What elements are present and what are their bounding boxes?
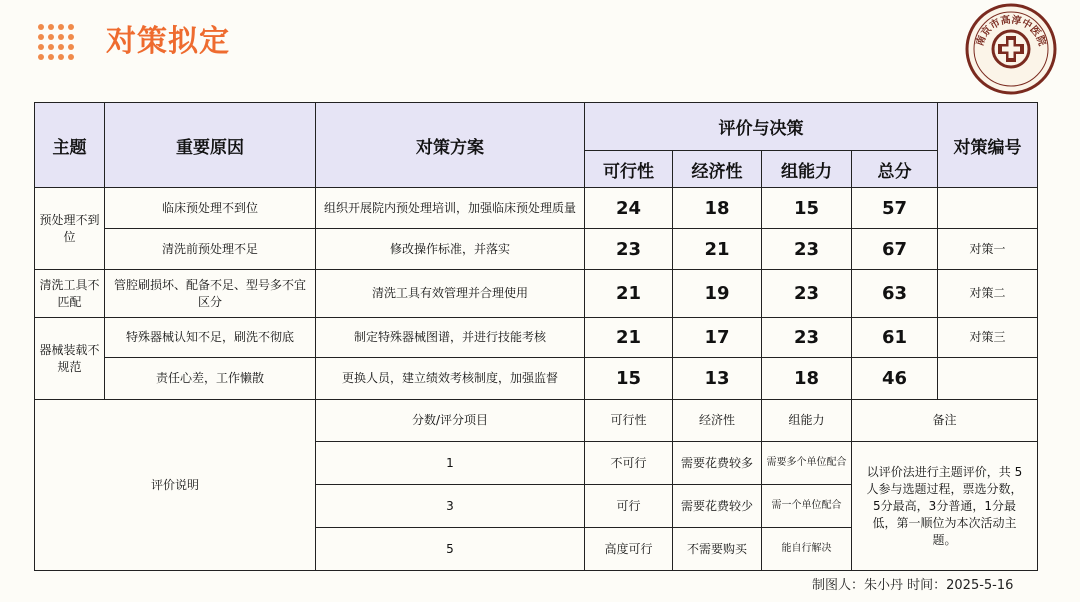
header-cause: 重要原因 xyxy=(105,103,316,188)
total-score: 67 xyxy=(852,229,938,270)
header-total: 总分 xyxy=(852,151,938,188)
footer-author-date: 制图人：朱小丹 时间：2025-5-16 xyxy=(812,578,1014,593)
legend-economy: 需要花费较多 xyxy=(673,442,762,485)
feasibility-score: 21 xyxy=(585,318,673,358)
legend-item-header: 分数/评分项目 xyxy=(316,400,585,442)
countermeasure-number: 对策二 xyxy=(938,270,1038,318)
cause-cell: 管腔刷损坏、配备不足、型号多不宜区分 xyxy=(105,270,316,318)
legend-feasibility: 可行 xyxy=(585,485,673,528)
legend-remark-header: 备注 xyxy=(852,400,1038,442)
capability-score: 23 xyxy=(762,318,852,358)
legend-capability: 需一个单位配合 xyxy=(762,485,852,528)
feasibility-score: 24 xyxy=(585,188,673,229)
economy-score: 18 xyxy=(673,188,762,229)
cause-cell: 特殊器械认知不足，刷洗不彻底 xyxy=(105,318,316,358)
total-score: 46 xyxy=(852,358,938,400)
header-evaluation: 评价与决策 xyxy=(585,103,938,151)
legend-capability: 需要多个单位配合 xyxy=(762,442,852,485)
capability-score: 23 xyxy=(762,270,852,318)
countermeasure-number xyxy=(938,358,1038,400)
table-row xyxy=(35,188,1038,229)
total-score: 57 xyxy=(852,188,938,229)
capability-score: 23 xyxy=(762,229,852,270)
legend-score: 1 xyxy=(316,442,585,485)
legend-label: 评价说明 xyxy=(35,400,316,571)
legend-feasibility: 不可行 xyxy=(585,442,673,485)
legend-feasibility: 高度可行 xyxy=(585,528,673,571)
economy-score: 21 xyxy=(673,229,762,270)
cause-cell: 临床预处理不到位 xyxy=(105,188,316,229)
header-capability: 组能力 xyxy=(762,151,852,188)
feasibility-score: 21 xyxy=(585,270,673,318)
legend-remark: 以评价法进行主题评价，共 5 人参与选题过程，票选分数，5分最高，3分普通，1分最低，第一顺位为本次活动主题。 xyxy=(852,442,1038,571)
plan-cell: 修改操作标准，并落实 xyxy=(316,229,585,270)
plan-cell: 更换人员，建立绩效考核制度，加强监督 xyxy=(316,358,585,400)
table-row xyxy=(35,358,1038,400)
plan-cell: 组织开展院内预处理培训，加强临床预处理质量 xyxy=(316,188,585,229)
svg-text:南京市高淳中医院: 南京市高淳中医院 xyxy=(974,14,1048,48)
header-theme: 主题 xyxy=(35,103,105,188)
countermeasure-number: 对策三 xyxy=(938,318,1038,358)
countermeasure-number: 对策一 xyxy=(938,229,1038,270)
decorative-dots xyxy=(38,24,84,62)
legend-economy-header: 经济性 xyxy=(673,400,762,442)
feasibility-score: 23 xyxy=(585,229,673,270)
cause-cell: 责任心差，工作懒散 xyxy=(105,358,316,400)
theme-cell: 器械装载不规范 xyxy=(35,318,105,400)
table-row xyxy=(35,270,1038,318)
legend-score: 5 xyxy=(316,528,585,571)
header-economy: 经济性 xyxy=(673,151,762,188)
feasibility-score: 15 xyxy=(585,358,673,400)
capability-score: 15 xyxy=(762,188,852,229)
countermeasure-number xyxy=(938,188,1038,229)
capability-score: 18 xyxy=(762,358,852,400)
legend-score: 3 xyxy=(316,485,585,528)
legend-header-row xyxy=(35,400,1038,442)
page-title: 对策拟定 xyxy=(106,24,230,59)
header-number: 对策编号 xyxy=(938,103,1038,188)
theme-cell: 清洗工具不匹配 xyxy=(35,270,105,318)
economy-score: 17 xyxy=(673,318,762,358)
header-plan: 对策方案 xyxy=(316,103,585,188)
hospital-logo-icon xyxy=(962,0,1060,98)
table-row xyxy=(35,229,1038,270)
table-row xyxy=(35,318,1038,358)
total-score: 63 xyxy=(852,270,938,318)
header-feasibility: 可行性 xyxy=(585,151,673,188)
legend-economy: 不需要购买 xyxy=(673,528,762,571)
theme-cell: 预处理不到位 xyxy=(35,188,105,270)
total-score: 61 xyxy=(852,318,938,358)
economy-score: 19 xyxy=(673,270,762,318)
legend-capability: 能自行解决 xyxy=(762,528,852,571)
countermeasure-table xyxy=(34,102,1038,571)
plan-cell: 清洗工具有效管理并合理使用 xyxy=(316,270,585,318)
legend-feasibility-header: 可行性 xyxy=(585,400,673,442)
cause-cell: 清洗前预处理不足 xyxy=(105,229,316,270)
legend-economy: 需要花费较少 xyxy=(673,485,762,528)
legend-capability-header: 组能力 xyxy=(762,400,852,442)
economy-score: 13 xyxy=(673,358,762,400)
plan-cell: 制定特殊器械图谱，并进行技能考核 xyxy=(316,318,585,358)
